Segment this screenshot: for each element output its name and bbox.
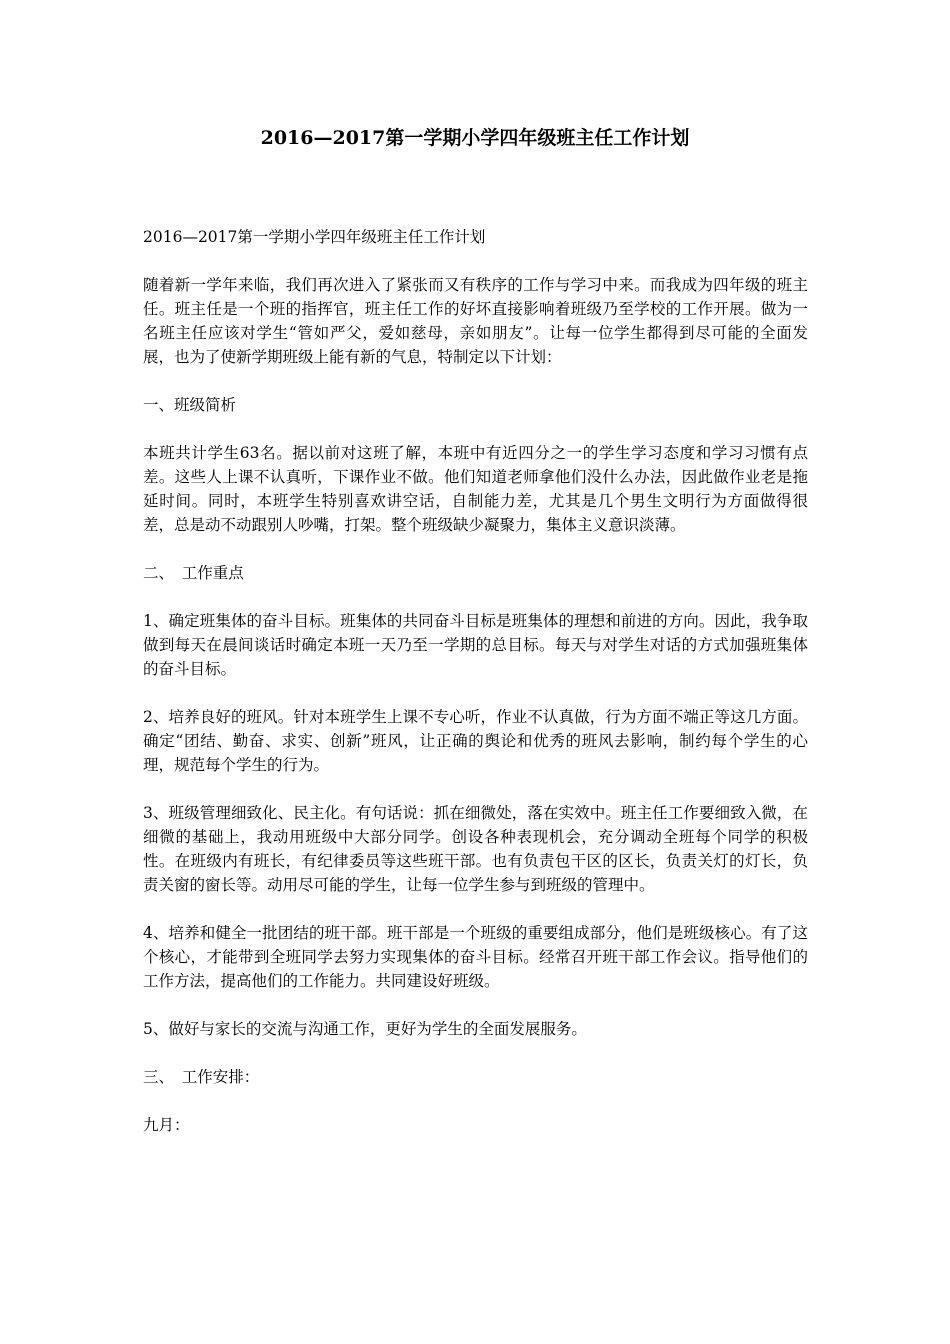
work-focus-item-5: 5、做好与家长的交流与沟通工作，更好为学生的全面发展服务。 xyxy=(143,1020,587,1038)
section-heading-class-analysis: 一、班级简析 xyxy=(143,396,237,414)
intro-paragraph: 随着新一学年来临，我们再次进入了紧张而又有秩序的工作与学习中来。而我成为四年级的班主任。班主任是一个班的指挥官，班主任工作的好坏直接影响着班级乃至学校的工作开展。做为一名班主任应该对学生“管如严父，爱如慈母，亲如朋友”。让每一位学生都得到尽可能的全面发展，也为了使新学期班级上能有新的气息，特制定以下计划： xyxy=(143,276,808,366)
month-heading-september: 九月： xyxy=(143,1116,190,1134)
work-focus-item-3: 3、班级管理细致化、民主化。有句话说：抓在细微处，落在实效中。班主任工作要细致入微，在细微的基础上，我动用班级中大部分同学。创设各种表现机会，充分调动全班每个同学的积极性。在班级内有班长，有纪律委员等这些班干部。也有负责包干区的区长，负责关灯的灯长，负责关窗的窗长等。动用尽可能的学生，让每一位学生参与到班级的管理中。 xyxy=(143,804,808,894)
work-focus-item-1: 1、确定班集体的奋斗目标。班集体的共同奋斗目标是班集体的理想和前进的方向。因此，我争取做到每天在晨间谈话时确定本班一天乃至一学期的总目标。每天与对学生对话的方式加强班集体的奋斗目标。 xyxy=(143,612,808,678)
subtitle-paragraph: 2016—2017第一学期小学四年级班主任工作计划 xyxy=(143,228,486,246)
document-body xyxy=(143,225,808,1137)
section-heading-work-focus: 二、 工作重点 xyxy=(143,564,244,582)
class-analysis-paragraph: 本班共计学生63名。据以前对这班了解，本班中有近四分之一的学生学习态度和学习习惯有点差。这些人上课不认真听，下课作业不做。他们知道老师拿他们没什么办法，因此做作业老是拖延时间。同时，本班学生特别喜欢讲空话，自制能力差，尤其是几个男生文明行为方面做得很差，总是动不动跟别人吵嘴，打架。整个班级缺少凝聚力，集体主义意识淡薄。 xyxy=(143,444,808,534)
work-focus-item-2: 2、培养良好的班风。针对本班学生上课不专心听，作业不认真做，行为方面不端正等这几方面。确定“团结、勤奋、求实、创新”班风，让正确的舆论和优秀的班风去影响，制约每个学生的心理，规范每个学生的行为。 xyxy=(143,708,808,774)
work-focus-item-4: 4、培养和健全一批团结的班干部。班干部是一个班级的重要组成部分，他们是班级核心。有了这个核心，才能带到全班同学去努力实现集体的奋斗目标。经常召开班干部工作会议。指导他们的工作方法，提高他们的工作能力。共同建设好班级。 xyxy=(143,924,808,990)
section-heading-work-schedule: 三、 工作安排： xyxy=(143,1068,260,1086)
document-title: 2016—2017第一学期小学四年级班主任工作计划 xyxy=(260,127,690,149)
